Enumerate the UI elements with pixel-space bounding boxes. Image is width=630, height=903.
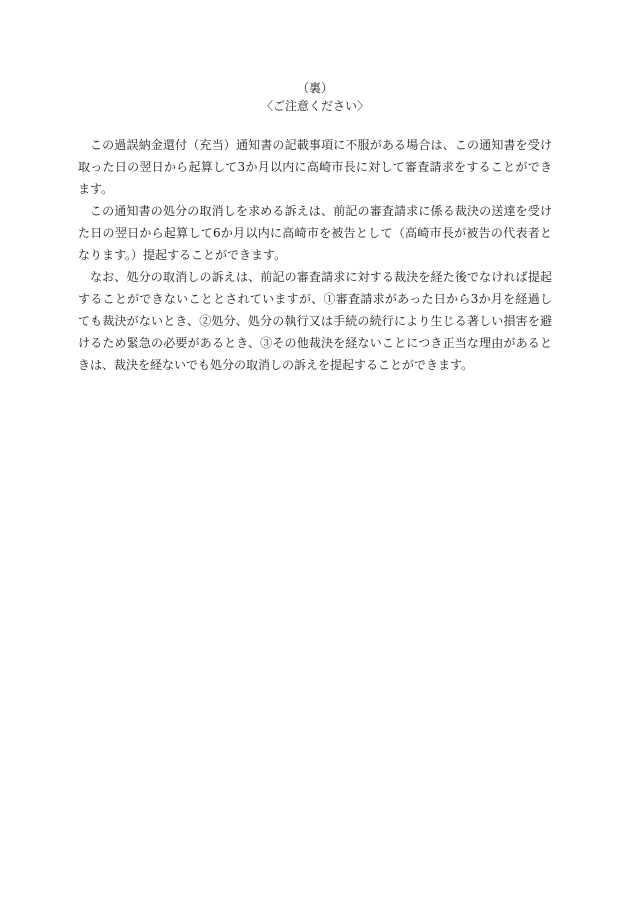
notice-heading: 〈ご注意ください〉	[260, 99, 369, 113]
page-heading: （裏）	[296, 81, 333, 95]
notice-body	[78, 134, 552, 376]
paragraph-appeal-request: この過誤納金還付（充当）通知書の記載事項に不服がある場合は、この通知書を受け取った日の翌日から起算して3か月以内に高崎市長に対して審査請求をすることができます。	[78, 138, 552, 196]
paragraph-exceptions: なお、処分の取消しの訴えは、前記の審査請求に対する裁決を経た後でなければ提起することができないこととされていますが、①審査請求があった日から3か月を経過しても裁決がないとき、②処分、処分の執行又は手続の続行により生じる著しい損害を避けるため緊急の必要があるとき、③その他裁決を経ないことにつき正当な理由があるときは、裁決を経ないでも処分の取消しの訴えを提起することができます。	[78, 270, 552, 372]
paragraph-revocation-suit: この通知書の処分の取消しを求める訴えは、前記の審査請求に係る裁決の送達を受けた日の翌日から起算して6か月以内に高崎市を被告として（高崎市長が被告の代表者となります。）提起することができます。	[78, 204, 552, 262]
